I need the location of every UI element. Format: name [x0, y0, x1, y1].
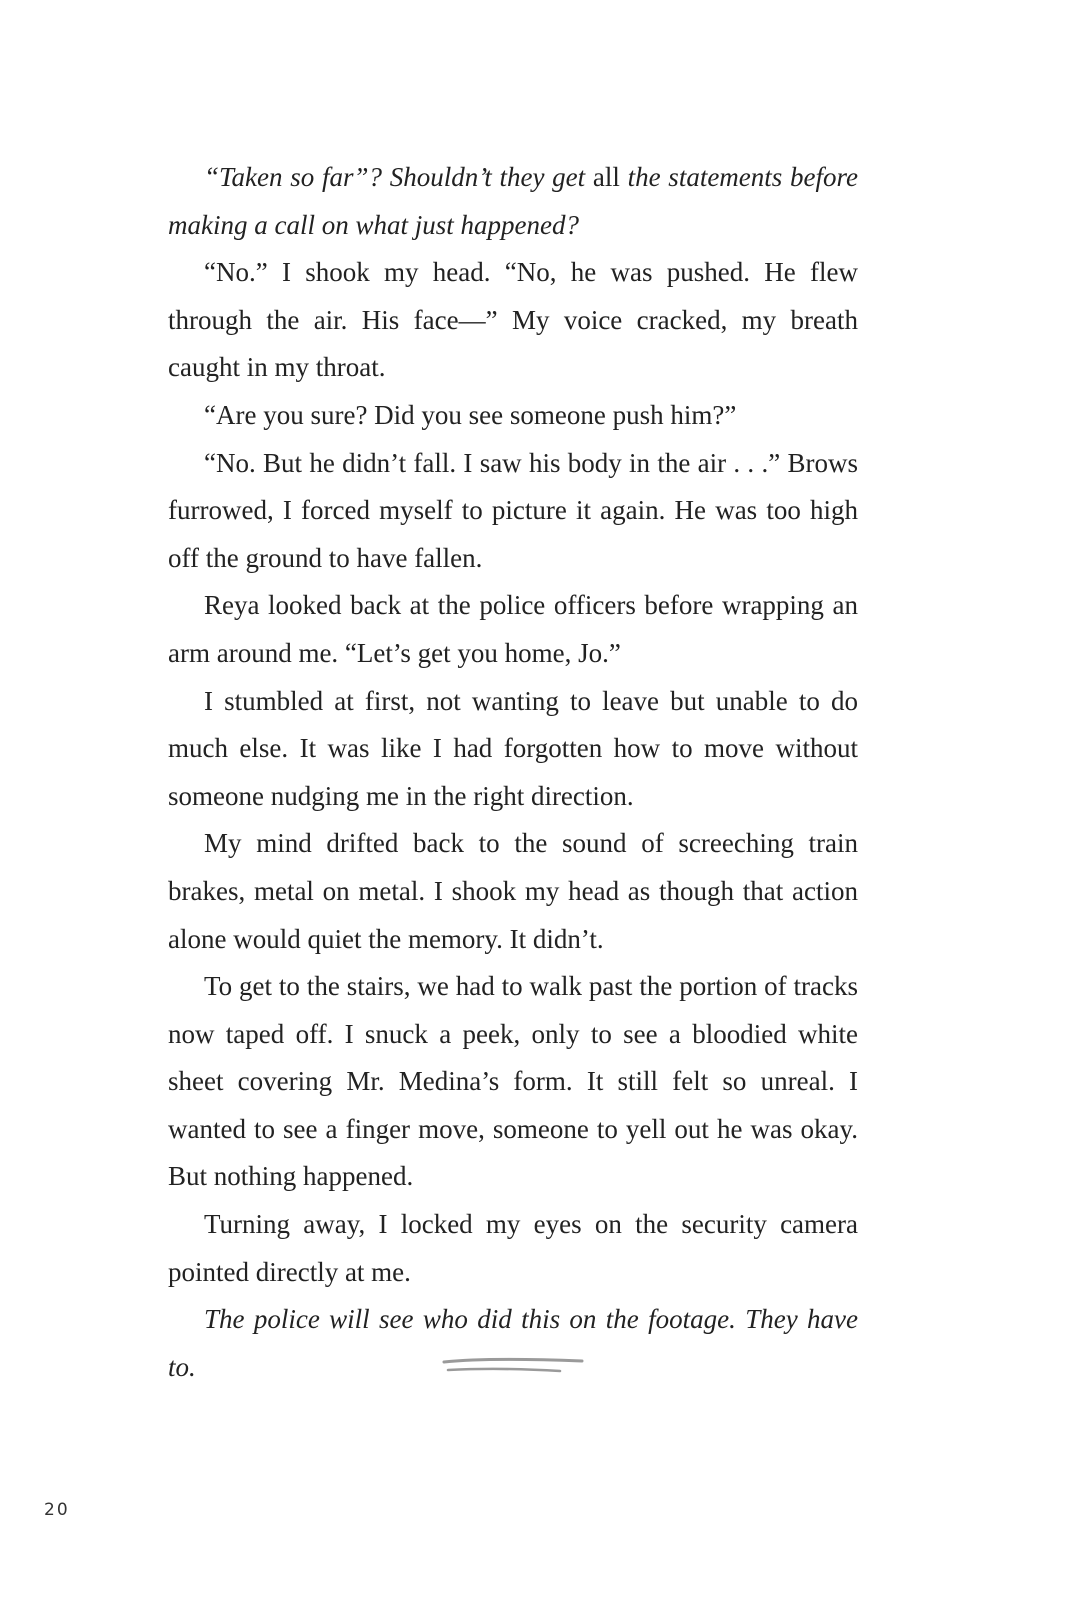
paragraph-1-italic-b: the statements before making a call on what just happened? [168, 162, 858, 240]
paragraph-1-roman: all [592, 162, 620, 192]
page-number: 20 [44, 1500, 70, 1520]
paragraph-7: My mind drifted back to the sound of screeching train brakes, metal on metal. I shook my head as though that action alone would quiet the memory. It didn’t. [168, 828, 858, 954]
paragraph-3: “Are you sure? Did you see someone push him?” [204, 399, 737, 430]
paragraph-4: “No. But he didn’t fall. I saw his body in the air . . .” Brows furrowed, I forced myself to picture it again. He was too high off the ground to have fallen. [168, 447, 858, 573]
paragraph-6: I stumbled at first, not wanting to leave but unable to do much else. It was like I had forgotten how to move without someone nudging me in the right direction. [168, 685, 858, 811]
paragraph-9: Turning away, I locked my eyes on the security camera pointed directly at me. [168, 1209, 858, 1287]
paragraph-8: To get to the stairs, we had to walk past the portion of tracks now taped off. I snuck a peek, only to see a bloodied white sheet covering Mr. Medina’s form. It still felt so unreal. I wanted to see a finger move, someone to yell out he was okay. But nothing happened. [168, 971, 858, 1192]
scene-break-ornament [442, 1355, 584, 1377]
paragraph-10: The police will see who did this on the footage. They have to. [168, 1304, 858, 1382]
paragraph-1-italic-a: “Taken so far”? Shouldn’t they get [204, 162, 593, 192]
paragraph-1 [168, 154, 858, 249]
chapter-text [168, 154, 858, 1391]
paragraph-2: “No.” I shook my head. “No, he was pushed. He flew through the air. His face—” My voice cracked, my breath caught in my throat. [168, 257, 858, 383]
paragraph-5: Reya looked back at the police officers before wrapping an arm around me. “Let’s get you home, Jo.” [168, 590, 858, 668]
